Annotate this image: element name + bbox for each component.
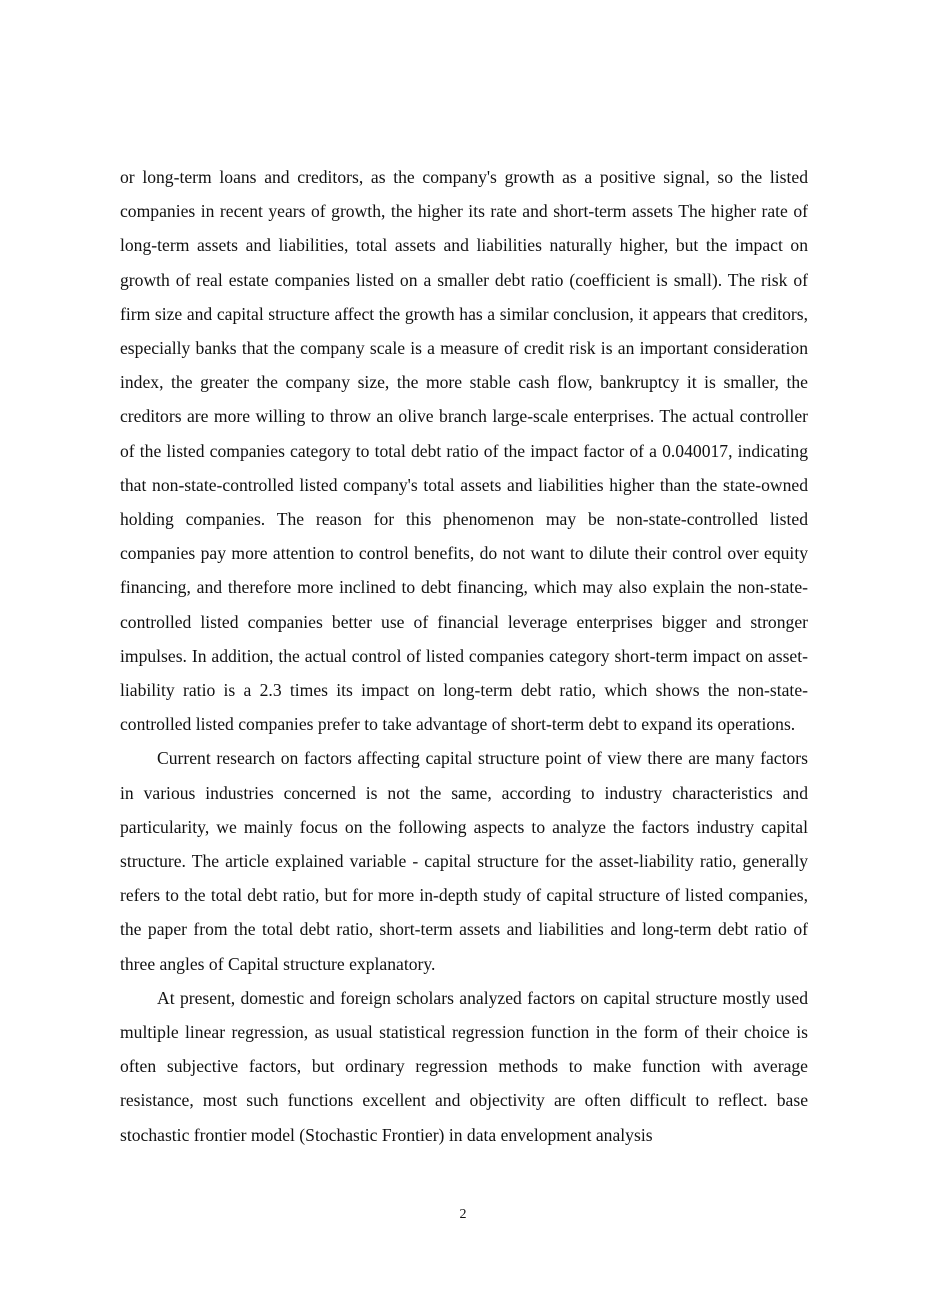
page-number: 2 xyxy=(459,1207,467,1222)
paragraph-at-present: At present, domestic and foreign scholars analyzed factors on capital structure mostly used multiple linear regression, as usual statistical regression function in the form of their choice is often subjective factors, but ordinary regression methods to make function with average resistance, most such functions excellent and objectivity are often difficult to reflect. base stochastic frontier model (Stochastic Frontier) in data envelopment analysis xyxy=(120,987,808,1145)
body-text xyxy=(120,160,808,1152)
paragraph-continuation: or long-term loans and creditors, as the company's growth as a positive signal, so the listed companies in recent years of growth, the higher its rate and short-term assets The higher rate of long-term assets and liabilities, total assets and liabilities naturally higher, but the impact on growth of real estate companies listed on a smaller debt ratio (coefficient is small). The risk of firm size and capital structure affect the growth has a similar conclusion, it appears that creditors, especially banks that the company scale is a measure of credit risk is an important consideration index, the greater the company size, the more stable cash flow, bankruptcy it is smaller, the creditors are more willing to throw an olive branch large-scale enterprises. The actual controller of the listed companies category to total debt ratio of the impact factor of a 0.040017, indicating that non-state-controlled listed company's total assets and liabilities higher than the state-owned holding companies. The reason for this phenomenon may be non-state-controlled listed companies pay more attention to control benefits, do not want to dilute their control over equity financing, and therefore more inclined to debt financing, which may also explain the non-state-controlled listed companies better use of financial leverage enterprises bigger and stronger impulses. In addition, the actual control of listed companies category short-term impact on asset-liability ratio is a 2.3 times its impact on long-term debt ratio, which shows the non-state-controlled listed companies prefer to take advantage of short-term debt to expand its operations. xyxy=(120,167,808,735)
paragraph-current-research: Current research on factors affecting capital structure point of view there are many factors in various industries concerned is not the same, according to industry characteristics and particularity, we mainly focus on the following aspects to analyze the factors industry capital structure. The article explained variable - capital structure for the asset-liability ratio, generally refers to the total debt ratio, but for more in-depth study of capital structure of listed companies, the paper from the total debt ratio, short-term assets and liabilities and long-term debt ratio of three angles of Capital structure explanatory. xyxy=(120,748,808,974)
